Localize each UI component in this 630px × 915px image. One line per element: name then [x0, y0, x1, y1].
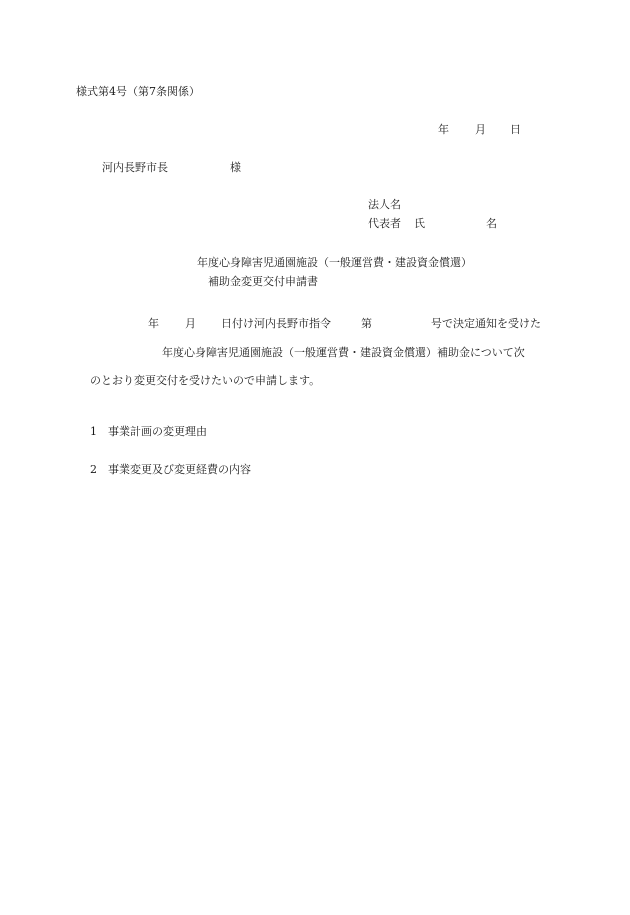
body-dai-label: 第 — [361, 317, 372, 330]
body-decision-text: 号で決定通知を受けた — [431, 317, 541, 330]
body-reference-text: 日付け河内長野市指令 — [221, 317, 331, 330]
form-number: 様式第4号（第7条関係） — [76, 85, 200, 98]
section-2-number: 2 — [90, 463, 97, 476]
addressee-title: 河内長野市長 — [102, 161, 168, 174]
section-1-label: 事業計画の変更理由 — [108, 425, 207, 438]
body-month-label: 月 — [185, 317, 196, 330]
body-year-label: 年 — [148, 317, 159, 330]
date-month-label: 月 — [475, 123, 486, 136]
corporation-name-label: 法人名 — [368, 198, 401, 211]
addressee-honorific: 様 — [230, 161, 241, 174]
name-label-second: 名 — [486, 217, 497, 230]
section-1-number: 1 — [90, 425, 97, 438]
representative-label: 代表者 — [368, 217, 401, 230]
section-2-label: 事業変更及び変更経費の内容 — [108, 463, 251, 476]
date-day-label: 日 — [510, 123, 521, 136]
date-year-label: 年 — [438, 123, 449, 136]
name-label-first: 氏 — [414, 217, 425, 230]
document-title-line1: 年度心身障害児通園施設（一般運営費・建設資金償還） — [197, 256, 472, 269]
document-title-line2: 補助金変更交付申請書 — [208, 275, 318, 288]
body-request-text: のとおり変更交付を受けたいので申請します。 — [90, 374, 321, 387]
body-subsidy-text: 年度心身障害児通園施設（一般運営費・建設資金償還）補助金について次 — [162, 346, 525, 359]
